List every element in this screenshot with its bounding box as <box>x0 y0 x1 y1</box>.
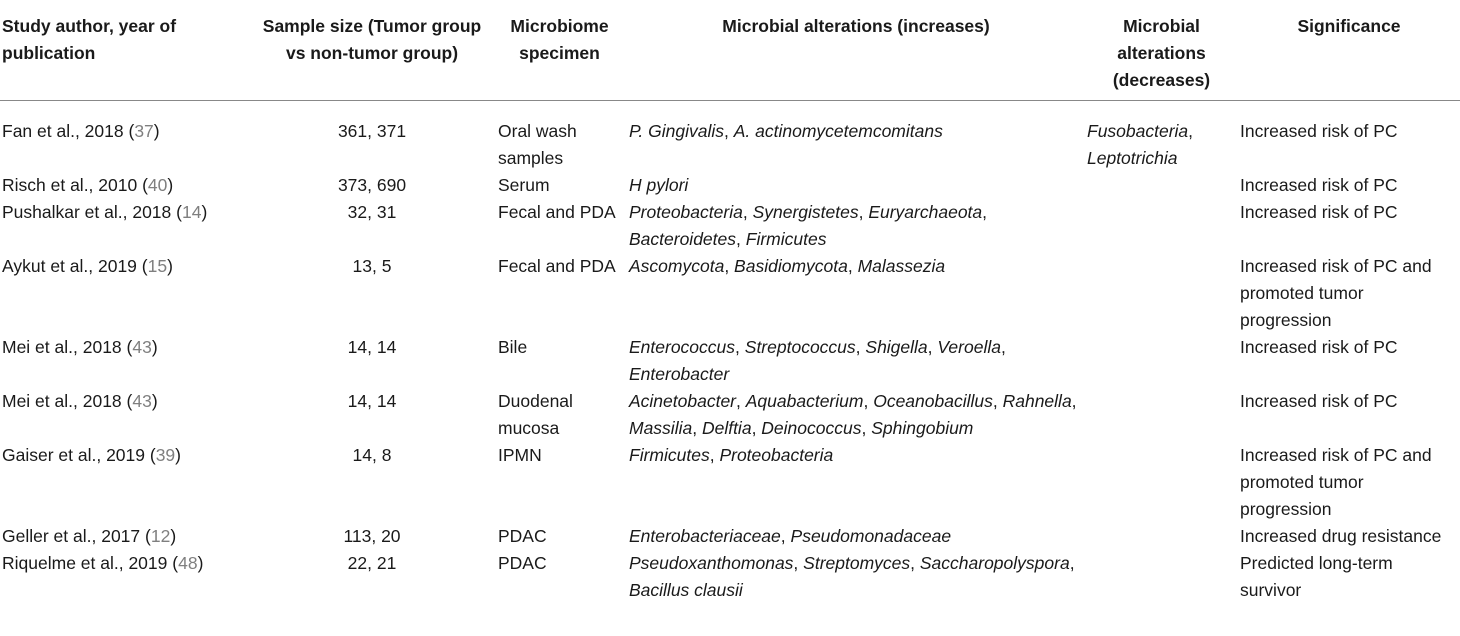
significance: Increased risk of PC <box>1240 121 1398 141</box>
sample-size: 14, 8 <box>352 445 392 465</box>
significance: Increased risk of PC <box>1240 175 1398 195</box>
study-author-cell: Riquelme et al., 2019 (48) <box>2 553 204 573</box>
microbial-decreases: Fusobacteria, Leptotrichia <box>1087 121 1194 168</box>
taxon-name: Oceanobacillus <box>873 391 993 411</box>
sample-size: 14, 14 <box>347 391 397 411</box>
study-author: Aykut et al., 2019 <box>2 256 137 276</box>
microbial-decreases <box>1085 550 1238 604</box>
taxon-name: Bacillus clausii <box>629 580 743 600</box>
table-row <box>0 550 1460 604</box>
microbial-decreases <box>1085 442 1238 523</box>
taxon-name: Pseudoxanthomonas <box>629 553 794 573</box>
taxon-name: Proteobacteria <box>629 202 743 222</box>
microbial-increases: Ascomycota, Basidiomycota, Malassezia <box>629 256 946 276</box>
study-author-cell: Mei et al., 2018 (43) <box>2 337 158 357</box>
study-author: Geller et al., 2017 <box>2 526 141 546</box>
taxon-name: Euryarchaeota <box>868 202 983 222</box>
microbial-increases: Proteobacteria, Synergistetes, Euryarchaeota, Bacteroidetes, Firmicutes <box>629 202 988 249</box>
study-author-cell: Geller et al., 2017 (12) <box>2 526 177 546</box>
taxon-name: Streptococcus <box>744 337 856 357</box>
study-author-cell: Aykut et al., 2019 (15) <box>2 256 173 276</box>
microbial-decreases <box>1085 334 1238 388</box>
table-row <box>0 101 1460 173</box>
microbial-increases: Firmicutes, Proteobacteria <box>629 445 834 465</box>
table-row <box>0 334 1460 388</box>
microbial-increases: Enterococcus, Streptococcus, Shigella, Veroella, Enterobacter <box>629 337 1006 384</box>
taxon-name: Malassezia <box>857 256 946 276</box>
taxon-name: Firmicutes <box>745 229 827 249</box>
significance: Increased risk of PC <box>1240 202 1398 222</box>
taxon-name: Rahnella <box>1002 391 1072 411</box>
taxon-name: Firmicutes <box>629 445 710 465</box>
taxon-name: H pylori <box>629 175 689 195</box>
header-decreases: Microbial alterations (decreases) <box>1112 16 1211 90</box>
study-author: Risch et al., 2010 <box>2 175 138 195</box>
taxon-name: Fusobacteria <box>1087 121 1189 141</box>
reference-link[interactable]: 15 <box>147 256 168 276</box>
header-specimen: Microbiome specimen <box>510 16 609 63</box>
taxon-name: Ascomycota <box>629 256 725 276</box>
reference-link[interactable]: 43 <box>132 337 152 357</box>
study-author-cell: Mei et al., 2018 (43) <box>2 391 158 411</box>
taxon-name: P. Gingivalis <box>629 121 725 141</box>
microbiome-specimen: Serum <box>498 175 550 195</box>
microbiome-specimen: Duodenal mucosa <box>498 391 573 438</box>
taxon-name: Enterobacteriaceae <box>629 526 781 546</box>
significance: Increased risk of PC and promoted tumor progression <box>1240 256 1432 330</box>
study-author-cell: Fan et al., 2018 (37) <box>2 121 160 141</box>
taxon-name: Massilia <box>629 418 693 438</box>
microbial-increases <box>627 172 1085 199</box>
microbiome-specimen: PDAC <box>498 526 547 546</box>
microbial-decreases <box>1085 199 1238 253</box>
taxon-name: Shigella <box>865 337 928 357</box>
study-author-cell: Gaiser et al., 2019 (39) <box>2 445 181 465</box>
microbiome-specimen: Fecal and PDA <box>498 202 616 222</box>
microbiome-specimen: Oral wash samples <box>498 121 577 168</box>
significance: Increased risk of PC and promoted tumor progression <box>1240 445 1432 519</box>
significance: Increased risk of PC <box>1240 391 1398 411</box>
microbial-decreases <box>1085 253 1238 334</box>
significance: Increased risk of PC <box>1240 337 1398 357</box>
study-author: Gaiser et al., 2019 <box>2 445 145 465</box>
taxon-name: Enterococcus <box>629 337 736 357</box>
taxon-name: Deinococcus <box>761 418 862 438</box>
table-header <box>0 0 1460 101</box>
table-row <box>0 172 1460 199</box>
study-author: Riquelme et al., 2019 <box>2 553 168 573</box>
table-row <box>0 253 1460 334</box>
reference-link[interactable]: 43 <box>132 391 152 411</box>
microbial-increases: Acinetobacter, Aquabacterium, Oceanobacillus, Rahnella, Massilia, Delftia, Deinococcus, Sphingobium <box>629 391 1077 438</box>
header-sample-size: Sample size (Tumor group vs non-tumor group) <box>262 16 482 63</box>
sample-size: 13, 5 <box>352 256 392 276</box>
significance: Predicted long-term survivor <box>1240 553 1393 600</box>
microbial-increases: Pseudoxanthomonas, Streptomyces, Saccharopolyspora, Bacillus clausii <box>629 553 1075 600</box>
taxon-name: Synergistetes <box>752 202 859 222</box>
microbial-decreases <box>1085 172 1238 199</box>
microbial-decreases <box>1085 388 1238 442</box>
microbial-increases: Enterobacteriaceae, Pseudomonadaceae <box>629 526 952 546</box>
sample-size: 14, 14 <box>347 337 397 357</box>
table-body <box>0 101 1460 605</box>
study-author: Fan et al., 2018 <box>2 121 124 141</box>
table-row <box>0 388 1460 442</box>
sample-size: 373, 690 <box>337 175 407 195</box>
reference-link[interactable]: 40 <box>147 175 168 195</box>
header-study-author: Study author, year of publication <box>2 16 177 63</box>
microbiome-specimen: Bile <box>498 337 528 357</box>
taxon-name: Streptomyces <box>803 553 911 573</box>
sample-size: 32, 31 <box>347 202 397 222</box>
study-author: Mei et al., 2018 <box>2 391 122 411</box>
taxon-name: Veroella <box>937 337 1001 357</box>
microbiome-specimen: PDAC <box>498 553 547 573</box>
microbiome-specimen: IPMN <box>498 445 542 465</box>
study-author-cell: Pushalkar et al., 2018 (14) <box>2 202 208 222</box>
reference-link[interactable]: 37 <box>134 121 154 141</box>
table-row <box>0 442 1460 523</box>
microbiome-specimen: Fecal and PDA <box>498 256 616 276</box>
reference-link[interactable]: 48 <box>178 553 198 573</box>
taxon-name: Bacteroidetes <box>629 229 737 249</box>
table-row <box>0 523 1460 550</box>
taxon-name: Enterobacter <box>629 364 730 384</box>
taxon-name: Basidiomycota <box>734 256 848 276</box>
significance: Increased drug resistance <box>1240 526 1442 546</box>
taxon-name: Sphingobium <box>871 418 974 438</box>
taxon-name: Acinetobacter <box>629 391 737 411</box>
reference-link[interactable]: 39 <box>155 445 176 465</box>
study-author: Mei et al., 2018 <box>2 337 122 357</box>
sample-size: 361, 371 <box>337 121 407 141</box>
header-increases: Microbial alterations (increases) <box>722 16 990 36</box>
sample-size: 22, 21 <box>347 553 397 573</box>
microbial-increases: P. Gingivalis, A. actinomycetemcomitans <box>629 121 943 141</box>
taxon-name: Proteobacteria <box>719 445 834 465</box>
study-author-cell: Risch et al., 2010 (40) <box>2 175 174 195</box>
header-significance: Significance <box>1297 16 1401 36</box>
taxon-name: Aquabacterium <box>745 391 864 411</box>
taxon-name: Leptotrichia <box>1087 148 1178 168</box>
table-row <box>0 199 1460 253</box>
taxon-name: A. actinomycetemcomitans <box>733 121 943 141</box>
microbial-decreases <box>1085 523 1238 550</box>
reference-link[interactable]: 14 <box>181 202 202 222</box>
taxon-name: Saccharopolyspora <box>919 553 1070 573</box>
reference-link[interactable]: 12 <box>150 526 171 546</box>
taxon-name: Pseudomonadaceae <box>790 526 952 546</box>
taxon-name: Delftia <box>701 418 752 438</box>
study-author: Pushalkar et al., 2018 <box>2 202 172 222</box>
sample-size: 113, 20 <box>343 526 401 546</box>
